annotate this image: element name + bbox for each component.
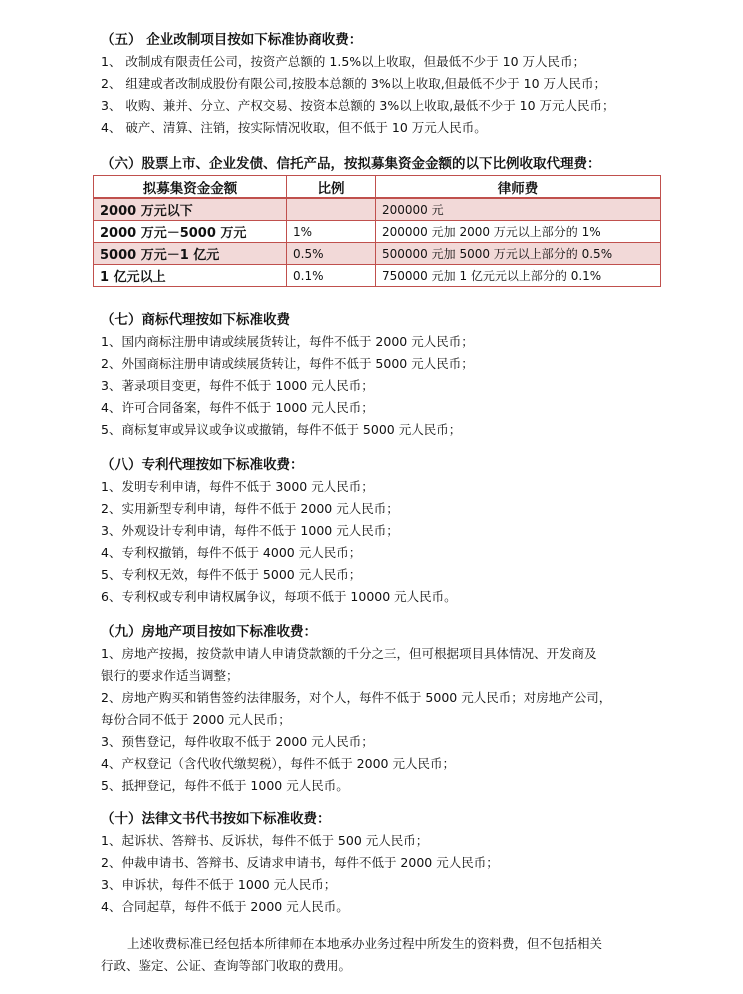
list-item: 1、起诉状、答辩书、反诉状，每件不低于 500 元人民币； (101, 833, 429, 848)
table-cell: 200000 元 (376, 198, 661, 221)
fee-table (93, 175, 661, 287)
list-item: 1、 改制成有限责任公司，按资产总额的 1.5%以上收取，但最低不少于 10 万人民币； (101, 54, 586, 69)
list-item: 2、 组建或者改制成股份有限公司,按股本总额的 3%以上收取,但最低不少于 10 万人民币； (101, 76, 607, 91)
list-item: 4、专利权撤销，每件不低于 4000 元人民币； (101, 545, 362, 560)
table-header: 律师费 (376, 176, 661, 199)
table-cell: 1% (287, 221, 376, 243)
list-item: 3、 收购、兼并、分立、产权交易、按资本总额的 3%以上收取,最低不少于 10 万元人民币； (101, 98, 615, 113)
section-10 (101, 808, 671, 918)
section-10-title: （十）法律文书代书按如下标准收费： (101, 811, 331, 827)
table-header: 拟募集资金金额 (94, 176, 287, 199)
section-8 (101, 454, 671, 608)
table-cell: 5000 万元－1 亿元 (94, 243, 287, 265)
table-cell: 200000 元加 2000 万元以上部分的 1% (376, 221, 661, 243)
closing-line-2: 行政、鉴定、公证、查询等部门收取的费用。 (101, 958, 352, 973)
list-item: 3、著录项目变更，每件不低于 1000 元人民币； (101, 378, 374, 393)
list-item: 5、商标复审或异议或争议或撤销，每件不低于 5000 元人民币； (101, 422, 462, 437)
table-header-row (94, 176, 661, 199)
list-item: 1、国内商标注册申请或续展货转让，每件不低于 2000 元人民币； (101, 334, 474, 349)
section-7-title: （七）商标代理按如下标准收费 (101, 312, 290, 328)
table-row (94, 265, 661, 287)
list-item: 2、实用新型专利申请，每件不低于 2000 元人民币； (101, 501, 399, 516)
list-item: 4、合同起草，每件不低于 2000 元人民币。 (101, 899, 349, 914)
closing-line-1: 上述收费标准已经包括本所律师在本地承办业务过程中所发生的资料费，但不包括相关 (127, 936, 603, 951)
table-cell (287, 198, 376, 221)
list-item: 1、发明专利申请，每件不低于 3000 元人民币； (101, 479, 374, 494)
list-item: 3、申诉状，每件不低于 1000 元人民币； (101, 877, 337, 892)
table-cell: 0.1% (287, 265, 376, 287)
table-row (94, 198, 661, 221)
list-item: 4、 破产、清算、注销，按实际情况收取，但不低于 10 万元人民币。 (101, 120, 487, 135)
list-item: 5、专利权无效，每件不低于 5000 元人民币； (101, 567, 362, 582)
list-item: 银行的要求作适当调整； (101, 668, 239, 683)
closing-paragraph (101, 933, 661, 977)
section-9-title: （九）房地产项目按如下标准收费： (101, 624, 317, 640)
section-6-title: （六）股票上市、企业发债、信托产品，按拟募集资金金额的以下比例收取代理费： (101, 156, 601, 172)
section-9 (101, 621, 671, 797)
list-item: 2、房地产购买和销售签约法律服务，对个人，每件不低于 5000 元人民币；对房地产公司， (101, 690, 612, 705)
list-item: 6、专利权或专利申请权属争议，每项不低于 10000 元人民币。 (101, 589, 457, 604)
table-cell: 500000 元加 5000 万元以上部分的 0.5% (376, 243, 661, 265)
list-item: 3、预售登记，每件收取不低于 2000 元人民币； (101, 734, 374, 749)
section-6 (101, 153, 671, 175)
table-row (94, 221, 661, 243)
table-cell: 2000 万元以下 (94, 198, 287, 221)
list-item: 5、抵押登记，每件不低于 1000 元人民币。 (101, 778, 349, 793)
table-cell: 1 亿元以上 (94, 265, 287, 287)
list-item: 1、房地产按揭，按贷款申请人申请贷款额的千分之三，但可根据项目具体情况、开发商及 (101, 646, 597, 661)
list-item: 4、产权登记（含代收代缴契税），每件不低于 2000 元人民币； (101, 756, 455, 771)
table-header: 比例 (287, 176, 376, 199)
section-5-title: （五） 企业改制项目按如下标准协商收费： (101, 32, 363, 48)
section-8-title: （八）专利代理按如下标准收费： (101, 457, 304, 473)
list-item: 3、外观设计专利申请，每件不低于 1000 元人民币； (101, 523, 399, 538)
list-item: 4、许可合同备案，每件不低于 1000 元人民币； (101, 400, 374, 415)
section-7 (101, 309, 671, 441)
table-cell: 2000 万元－5000 万元 (94, 221, 287, 243)
list-item: 每份合同不低于 2000 元人民币； (101, 712, 291, 727)
section-5 (101, 29, 671, 139)
list-item: 2、外国商标注册申请或续展货转让，每件不低于 5000 元人民币； (101, 356, 474, 371)
table-cell: 0.5% (287, 243, 376, 265)
table-cell: 750000 元加 1 亿元元以上部分的 0.1% (376, 265, 661, 287)
table-row (94, 243, 661, 265)
list-item: 2、仲裁申请书、答辩书、反请求申请书，每件不低于 2000 元人民币； (101, 855, 499, 870)
